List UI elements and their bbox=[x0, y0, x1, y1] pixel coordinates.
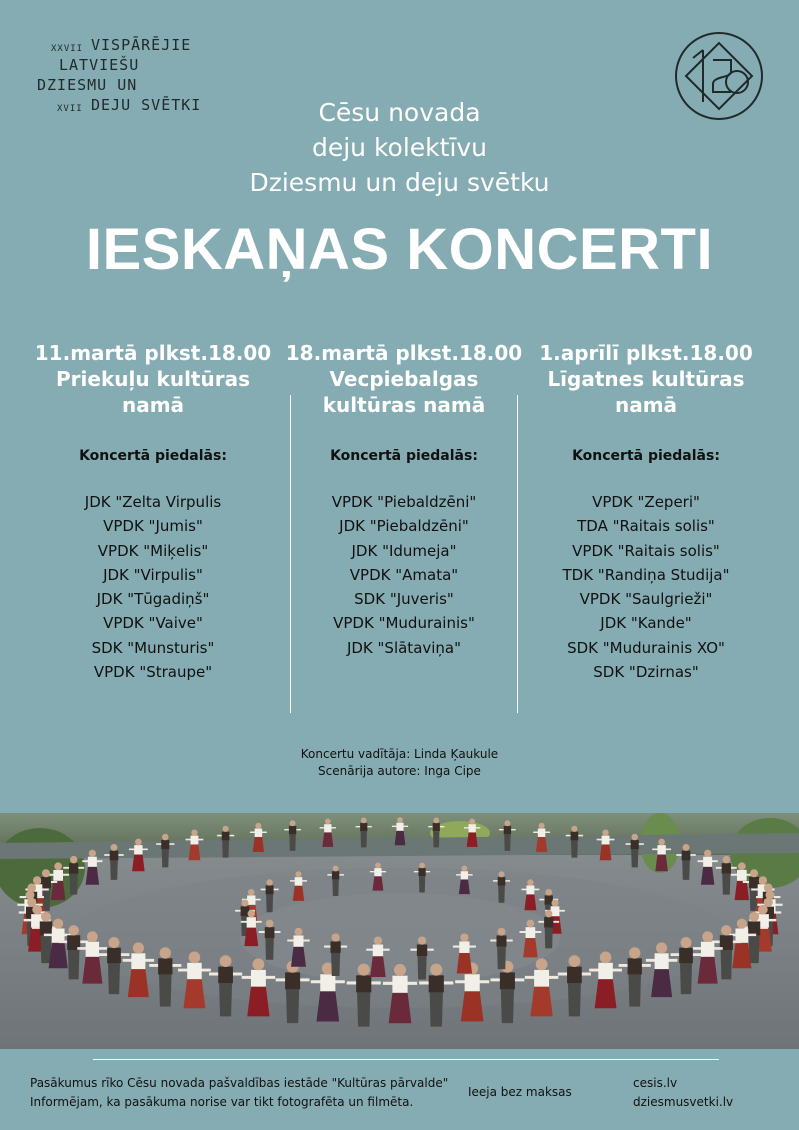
concert-date: 11.martā plkst.18.00 bbox=[34, 341, 272, 365]
concert-column-2 bbox=[284, 340, 524, 660]
footer-entry: Ieeja bez maksas bbox=[468, 1085, 572, 1099]
participant-item: JDK "Piebaldzēni" bbox=[339, 517, 469, 536]
participant-item: JDK "Slātaviņa" bbox=[346, 638, 462, 657]
participants-label: Koncertā piedalās: bbox=[330, 448, 478, 464]
concert-venue-line2: namā bbox=[614, 393, 678, 417]
participant-item: VPDK "Mudurainis" bbox=[333, 614, 475, 633]
participants-list bbox=[525, 490, 767, 684]
participant-item: SDK "Dzirnas" bbox=[593, 663, 699, 682]
participant-item: SDK "Munsturis" bbox=[91, 638, 215, 657]
column-divider bbox=[517, 395, 518, 713]
concert-venue-line1: Līgatnes kultūras bbox=[547, 367, 745, 391]
festival-logo-line2: LATVIEŠU bbox=[59, 56, 140, 74]
participant-item: VPDK "Saulgrieži" bbox=[579, 590, 713, 609]
festival-logo-line4: DEJU SVĒTKI bbox=[91, 96, 202, 114]
concert-venue-line1: Priekuļu kultūras bbox=[56, 367, 250, 391]
participant-item: VPDK "Raitais solis" bbox=[572, 541, 720, 560]
participant-item: VPDK "Straupe" bbox=[93, 663, 213, 682]
participants-list bbox=[284, 490, 524, 660]
subtitle-line3: Dziesmu un deju svētku bbox=[249, 168, 550, 197]
participant-item: JDK "Idumeja" bbox=[351, 541, 457, 560]
concert-venue-line2: namā bbox=[121, 393, 185, 417]
festival-logo-roman-top: XXVII bbox=[51, 44, 84, 54]
participants-label: Koncertā piedalās: bbox=[79, 448, 227, 464]
participant-item: TDK "Randiņa Studija" bbox=[562, 565, 730, 584]
footer-divider bbox=[93, 1059, 719, 1060]
subtitle-line1: Cēsu novada bbox=[318, 98, 481, 127]
festival-logo-line3: DZIESMU UN bbox=[37, 76, 138, 94]
concert-date: 18.martā plkst.18.00 bbox=[285, 341, 523, 365]
participant-item: VPDK "Vaive" bbox=[103, 614, 203, 633]
subtitle-line2: deju kolektīvu bbox=[311, 133, 488, 162]
folk-dance-illustration bbox=[0, 813, 799, 1049]
concert-venue-line2: kultūras namā bbox=[322, 393, 486, 417]
folk-dance-photo bbox=[0, 813, 799, 1049]
footer-organizer: Pasākumus rīko Cēsu novada pašvaldības iestāde "Kultūras pārvalde" bbox=[30, 1076, 449, 1090]
script-credit: Scenārija autore: Inga Cipe bbox=[318, 764, 481, 778]
participant-item: VPDK "Miķelis" bbox=[97, 541, 209, 560]
participant-item: VPDK "Jumis" bbox=[103, 517, 203, 536]
participant-item: JDK "Tūgadiņš" bbox=[96, 590, 210, 609]
event-subtitle bbox=[0, 95, 799, 200]
participant-item: JDK "Kande" bbox=[600, 614, 692, 633]
participant-item: VPDK "Piebaldzēni" bbox=[331, 493, 477, 511]
page-title: IESKAŅAS KONCERTI bbox=[85, 217, 714, 282]
host-credit: Koncertu vadītāja: Linda Ķaukule bbox=[300, 747, 499, 761]
concert-column-1 bbox=[28, 340, 278, 684]
participant-item: VPDK "Zeperi" bbox=[592, 493, 700, 511]
festival-logo-line1: VISPĀRĒJIE bbox=[91, 36, 192, 54]
footer-site-dziesmusvetki[interactable]: dziesmusvetki.lv bbox=[633, 1095, 734, 1109]
concert-venue-line1: Vecpiebalgas bbox=[329, 367, 479, 391]
participant-item: VPDK "Amata" bbox=[349, 565, 459, 584]
participant-item: JDK "Zelta Virpulis bbox=[84, 493, 222, 511]
participants-list bbox=[28, 490, 278, 684]
participant-item: JDK "Virpulis" bbox=[103, 565, 203, 584]
festival-logo-roman-bottom: XVII bbox=[57, 104, 83, 114]
footer-notice: Informējam, ka pasākuma norise var tikt fotografēta un filmēta. bbox=[30, 1095, 414, 1109]
participant-item: TDA "Raitais solis" bbox=[577, 517, 715, 536]
participant-item: SDK "Juveris" bbox=[354, 590, 454, 609]
concert-credits bbox=[0, 746, 799, 780]
concert-column-3 bbox=[525, 340, 767, 684]
concert-date: 1.aprīlī plkst.18.00 bbox=[539, 341, 753, 365]
participant-item: SDK "Mudurainis XO" bbox=[567, 638, 725, 657]
participants-label: Koncertā piedalās: bbox=[572, 448, 720, 464]
footer-site-cesis[interactable]: cesis.lv bbox=[633, 1076, 678, 1090]
